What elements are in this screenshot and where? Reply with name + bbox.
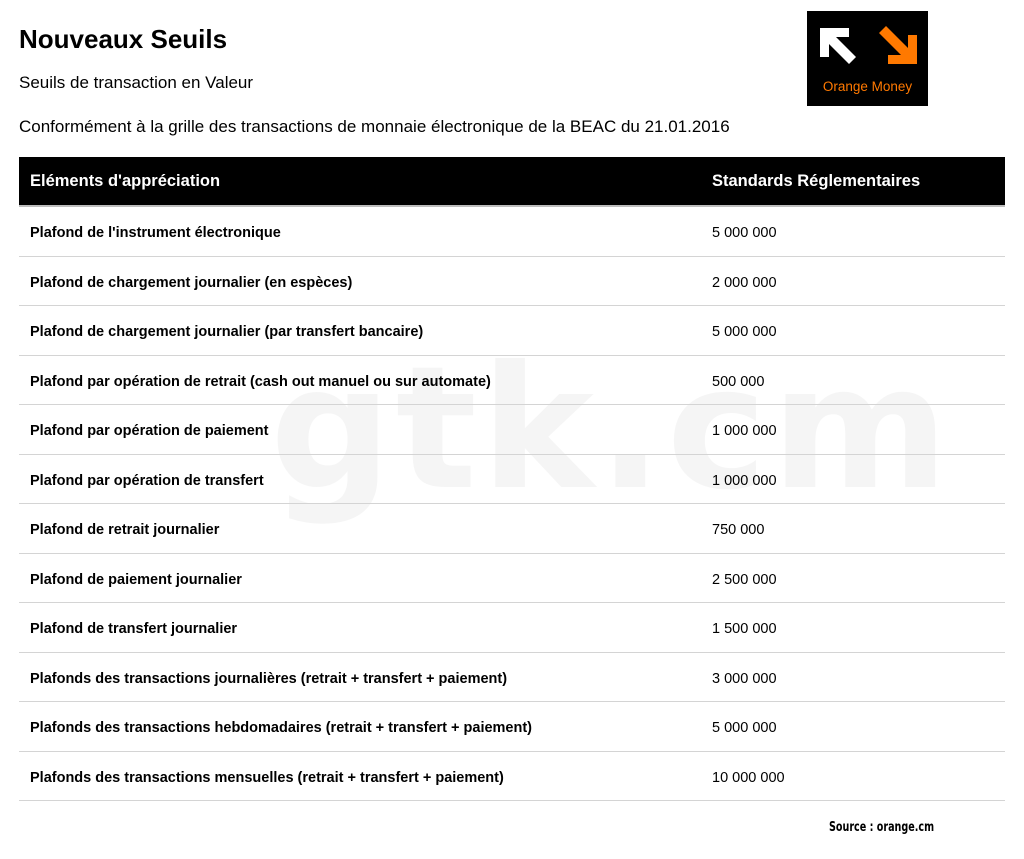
row-label: Plafond par opération de transfert (30, 472, 264, 489)
row-value: 1 000 000 (712, 423, 777, 439)
orange-money-logo (807, 11, 928, 106)
row-value: 2 000 000 (712, 274, 777, 291)
row-label: Plafond de transfert journalier (30, 621, 238, 637)
row-label: Plafond de l'instrument électronique (30, 225, 281, 241)
row-value: 3 000 000 (712, 670, 777, 687)
row-value: 2 500 000 (712, 571, 777, 588)
source-credit: Source : orange.cm (829, 820, 935, 835)
row-value: 10 000 000 (712, 769, 785, 786)
row-label: Plafond par opération de paiement (30, 423, 269, 439)
row-value: 5 000 000 (712, 720, 777, 736)
table-row (19, 306, 1005, 356)
row-value: 5 000 000 (712, 324, 777, 340)
row-label: Plafond par opération de retrait (cash out manuel ou sur automate) (30, 373, 491, 390)
row-label: Plafond de chargement journalier (en espèces) (30, 274, 353, 291)
orange-money-arrows-icon (807, 11, 928, 81)
table-row (19, 752, 1005, 802)
logo-text: Orange Money (822, 79, 913, 94)
row-value: 1 000 000 (712, 472, 777, 489)
row-label: Plafond de paiement journalier (30, 571, 242, 588)
intro-text: Conformément à la grille des transactions de monnaie électronique de la BEAC du 21.01.2016 (19, 117, 730, 136)
table-row (19, 405, 1005, 455)
table-row (19, 653, 1005, 703)
column-header-elements: Eléments d'appréciation (30, 172, 221, 190)
table-row (19, 356, 1005, 406)
table-row (19, 702, 1005, 752)
table-row (19, 207, 1005, 257)
row-value: 750 000 (712, 522, 765, 538)
thresholds-table (19, 157, 1005, 801)
row-label: Plafonds des transactions journalières (retrait + transfert + paiement) (30, 670, 508, 687)
table-row (19, 455, 1005, 505)
page-subtitle: Seuils de transaction en Valeur (19, 73, 254, 92)
table-header (19, 157, 1005, 207)
row-value: 1 500 000 (712, 621, 777, 637)
table-body (19, 207, 1005, 801)
column-header-standards: Standards Réglementaires (712, 172, 921, 190)
page-title: Nouveaux Seuils (19, 24, 228, 54)
row-value: 500 000 (712, 373, 765, 390)
table-row (19, 554, 1005, 604)
row-value: 5 000 000 (712, 225, 777, 241)
table-row (19, 504, 1005, 554)
table-row (19, 603, 1005, 653)
row-label: Plafonds des transactions hebdomadaires (retrait + transfert + paiement) (30, 720, 533, 736)
row-label: Plafonds des transactions mensuelles (retrait + transfert + paiement) (30, 769, 504, 786)
table-row (19, 257, 1005, 307)
row-label: Plafond de retrait journalier (30, 522, 220, 538)
row-label: Plafond de chargement journalier (par transfert bancaire) (30, 324, 424, 340)
